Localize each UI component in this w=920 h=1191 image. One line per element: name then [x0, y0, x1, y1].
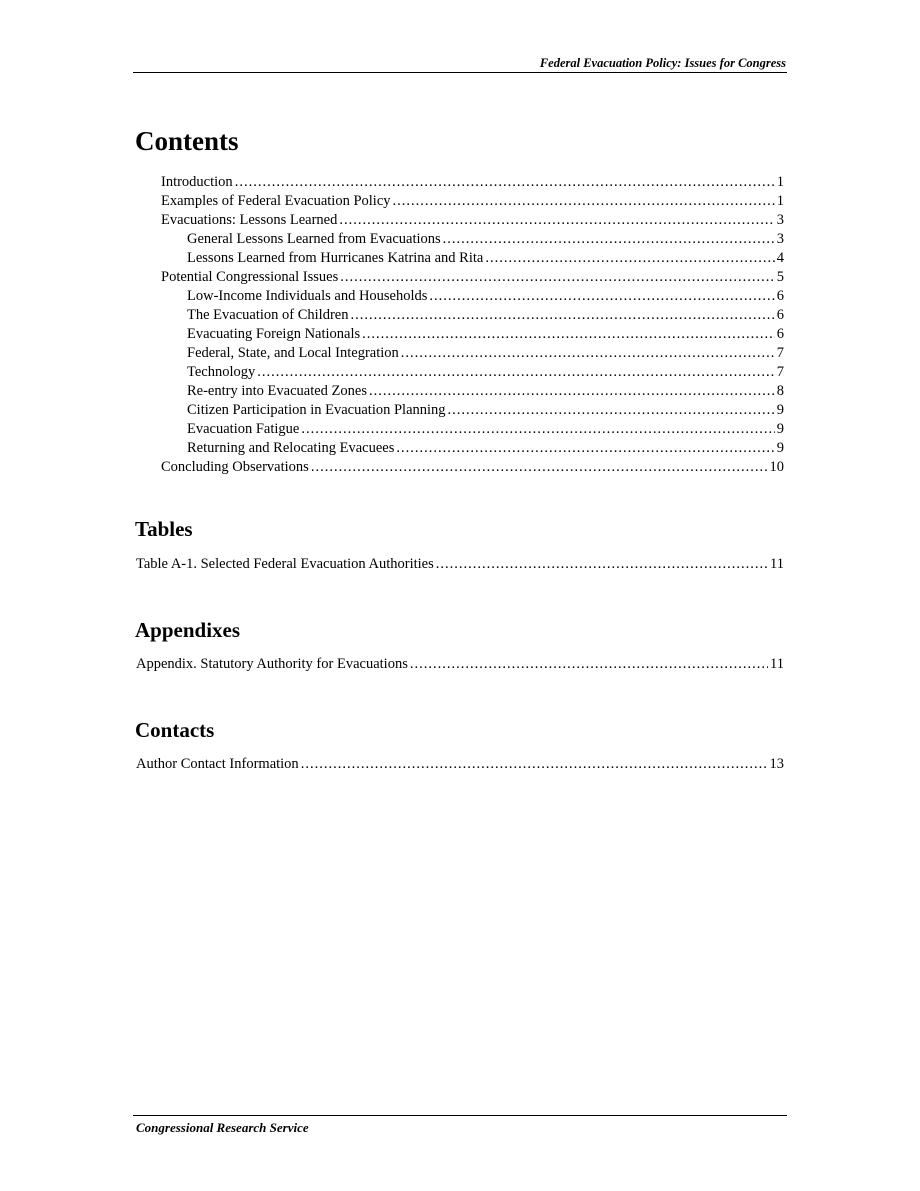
toc-entry-label: Lessons Learned from Hurricanes Katrina and Rita [187, 250, 484, 266]
dot-leader [393, 192, 775, 211]
toc-page-number: 9 [776, 421, 784, 437]
header-rule [133, 72, 787, 73]
toc-entry-citizen-participation[interactable] [187, 401, 784, 420]
contents-title: Contents [135, 126, 239, 156]
toc-entry-integration[interactable] [187, 344, 784, 363]
toc-entry-foreign-nationals[interactable] [187, 325, 784, 344]
dot-leader [401, 344, 775, 363]
toc-entry-appendix[interactable] [136, 655, 784, 674]
dot-leader [396, 439, 774, 458]
toc-page-number: 11 [770, 556, 784, 572]
toc-entry-introduction[interactable] [161, 173, 784, 192]
toc-entry-label: The Evacuation of Children [187, 307, 349, 323]
toc-entry-label: Appendix. Statutory Authority for Evacuations [136, 656, 408, 672]
dot-leader [340, 268, 775, 287]
toc-page-number: 11 [770, 656, 784, 672]
toc-entry-label: Technology [187, 364, 256, 380]
toc-entry-label: Citizen Participation in Evacuation Planning [187, 402, 446, 418]
tables-title: Tables [135, 517, 193, 541]
dot-leader [369, 382, 775, 401]
dot-leader [410, 655, 768, 674]
dot-leader [448, 401, 775, 420]
toc-entry-label: Evacuation Fatigue [187, 421, 300, 437]
toc-entry-label: Introduction [161, 174, 233, 190]
toc-entry-author-contact[interactable] [136, 755, 784, 774]
toc-page-number: 13 [769, 756, 784, 772]
dot-leader [443, 230, 775, 249]
dot-leader [311, 458, 768, 477]
toc-entry-label: Federal, State, and Local Integration [187, 345, 399, 361]
toc-entry-technology[interactable] [187, 363, 784, 382]
dot-leader [301, 755, 768, 774]
toc-page-number: 4 [776, 250, 784, 266]
toc-entry-label: Author Contact Information [136, 756, 299, 772]
toc-entry-congressional-issues[interactable] [161, 268, 784, 287]
toc-entry-label: Evacuating Foreign Nationals [187, 326, 361, 342]
toc-page-number: 6 [776, 307, 784, 323]
toc-entry-concluding[interactable] [161, 458, 784, 477]
toc-entry-label: Returning and Relocating Evacuees [187, 440, 395, 456]
toc-entry-katrina-rita[interactable] [187, 249, 784, 268]
toc-entry-label: Potential Congressional Issues [161, 269, 339, 285]
toc-page-number: 6 [776, 288, 784, 304]
toc-entry-children[interactable] [187, 306, 784, 325]
toc-entry-table-a1[interactable] [136, 555, 784, 574]
toc-entry-label: Evacuations: Lessons Learned [161, 212, 338, 228]
toc-entry-label: Low-Income Individuals and Households [187, 288, 428, 304]
dot-leader [257, 363, 775, 382]
contacts-title: Contacts [135, 718, 215, 742]
running-footer: Congressional Research Service [136, 1120, 309, 1135]
toc-entry-label: General Lessons Learned from Evacuations [187, 231, 441, 247]
toc-page-number: 1 [776, 174, 784, 190]
dot-leader [436, 555, 768, 574]
toc-entry-label: Concluding Observations [161, 459, 309, 475]
toc-page-number: 3 [776, 212, 784, 228]
toc-entry-low-income[interactable] [187, 287, 784, 306]
toc-page-number: 7 [776, 364, 784, 380]
toc-page-number: 9 [776, 402, 784, 418]
toc-entry-label: Examples of Federal Evacuation Policy [161, 193, 391, 209]
toc-entry-label: Re-entry into Evacuated Zones [187, 383, 367, 399]
toc-page-number: 7 [776, 345, 784, 361]
toc-entry-re-entry[interactable] [187, 382, 784, 401]
toc-entry-examples[interactable] [161, 192, 784, 211]
running-header: Federal Evacuation Policy: Issues for Congress [539, 56, 786, 70]
toc-entry-label: Table A-1. Selected Federal Evacuation Authorities [136, 556, 434, 572]
dot-leader [485, 249, 774, 268]
toc-page-number: 5 [776, 269, 784, 285]
dot-leader [301, 420, 774, 439]
toc-entry-evacuation-fatigue[interactable] [187, 420, 784, 439]
toc-entry-lessons-learned[interactable] [161, 211, 784, 230]
dot-leader [235, 173, 775, 192]
toc-entry-general-lessons[interactable] [187, 230, 784, 249]
toc-page-number: 8 [776, 383, 784, 399]
toc-entry-returning-evacuees[interactable] [187, 439, 784, 458]
dot-leader [339, 211, 774, 230]
footer-rule [133, 1115, 787, 1116]
dot-leader [350, 306, 774, 325]
toc-page-number: 3 [776, 231, 784, 247]
toc-page-number: 10 [769, 459, 784, 475]
toc-page-number: 1 [776, 193, 784, 209]
dot-leader [362, 325, 775, 344]
toc-page-number: 6 [776, 326, 784, 342]
toc-page-number: 9 [776, 440, 784, 456]
dot-leader [429, 287, 774, 306]
appendixes-title: Appendixes [135, 618, 241, 642]
